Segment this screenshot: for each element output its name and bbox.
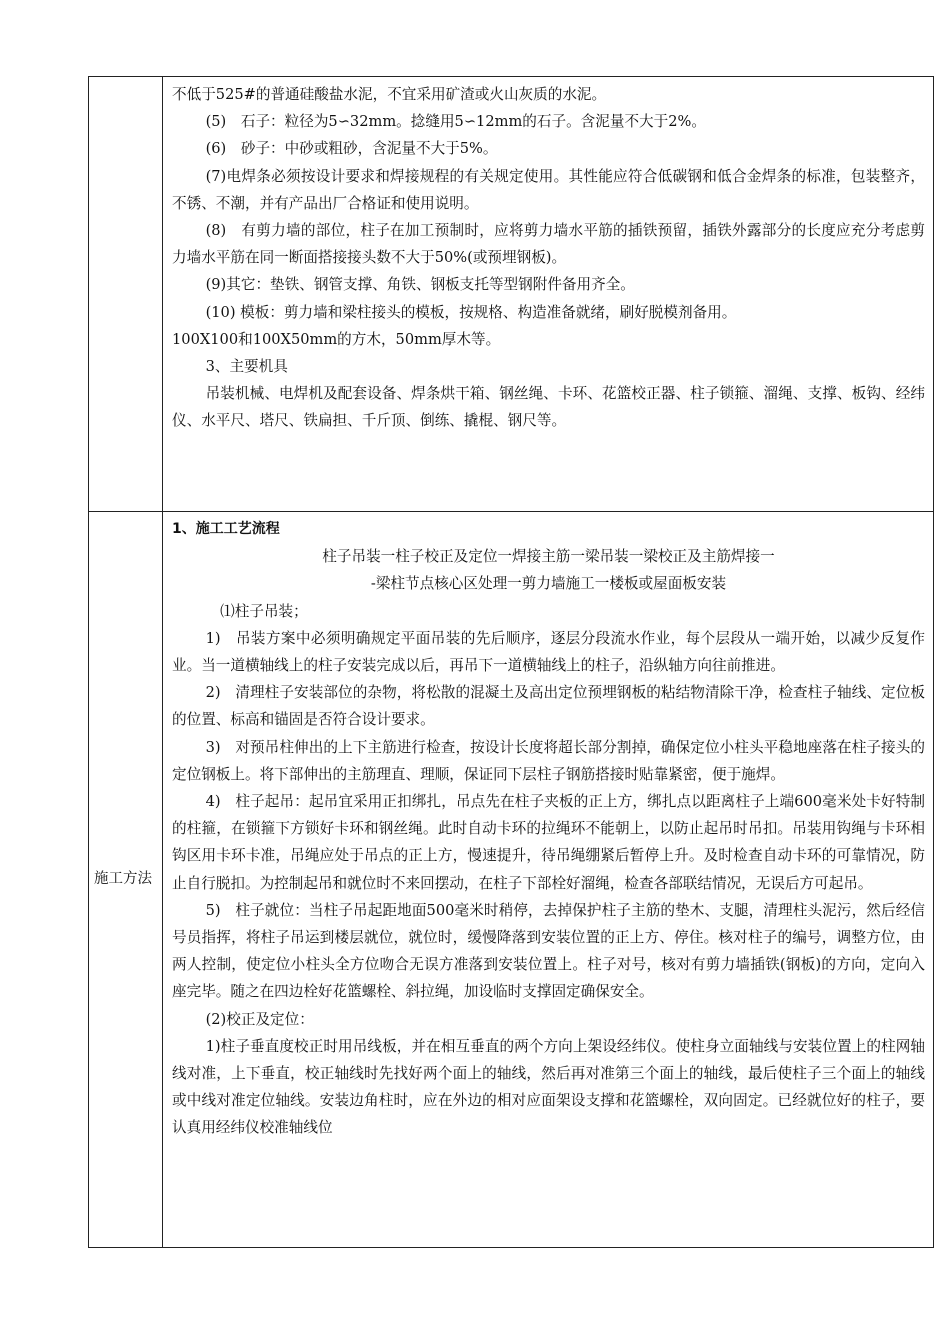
paragraph-3: 3) 对预吊柱伸出的上下主筋进行检查，按设计长度将超长部分割掉，确保定位小柱头平稳地座落在柱子接头的定位钢板上。将下部伸出的主筋理直、理顺，保证同下层柱子钢筋搭接时贴靠紧密，便于施焊。 — [172, 738, 925, 783]
method-cell — [163, 512, 934, 1248]
label-cell-empty — [89, 77, 163, 512]
machinery-heading: 3、主要机具 — [205, 358, 288, 376]
paragraph-4: 4) 柱子起吊：起吊宜采用正扣绑扎，吊点先在柱子夹板的正上方，绑扎点以距离柱子上端600毫米处卡好特制的柱箍，在锁箍下方锁好卡环和钢丝绳。此时自动卡环的拉绳环不能朝上，以防止起吊时吊扣。吊装用钩绳与卡环相钩区用卡环卡准，吊绳应处于吊点的正上方，慢速提升，待吊绳绷紧后暂停上升。及时检查自动卡环的可靠情况，防止自行脱扣。为控制起吊和就位时不来回摆动，在柱子下部栓好溜绳，检查各部联结情况，无误后方可起吊。 — [172, 793, 925, 892]
flow-line-2: -梁柱节点核心区处理一剪力墙施工一楼板或屋面板安装 — [370, 575, 727, 593]
item-6-sand: (6) 砂子：中砂或粗砂，含泥量不大于5%。 — [205, 140, 498, 158]
paragraph-6: 1)柱子垂直度校正时用吊线板，并在相互垂直的两个方向上架设经纬仪。使柱身立面轴线与安装位置上的柱网轴线对准，上下垂直，校正轴线时先找好两个面上的轴线，然后再对准第三个面上的轴线，最后使柱子三个面上的轴线或中线对准定位轴线。安装边角柱时，应在外边的相对应面架设支撑和花篮螺栓，双向固定。已经就位好的柱子，要认真用经纬仪校准轴线位 — [172, 1037, 925, 1137]
timber-line: 100X100和100X50mm的方木，50mm厚木等。 — [172, 330, 501, 348]
item-8-shear-wall: (8) 有剪力墙的部位，柱子在加工预制时，应将剪力墙水平筋的插铁预留，插铁外露部分的长度应充分考虑剪力墙水平筋在同一断面搭接接头数不大于50%(或预埋钢板)。 — [172, 222, 925, 267]
item-5-stone: (5) 石子：粒径为5∽32mm。捻缝用5∽12mm的石子。含泥量不大于2%。 — [205, 113, 706, 131]
column-hoisting-heading: ⑴柱子吊装； — [220, 602, 308, 620]
item-7-electrode: (7)电焊条必须按设计要求和焊接规程的有关规定使用。其性能应符合低碳钢和低合金焊条的标准，包装整齐，不锈、不潮，并有产品出厂合格证和使用说明。 — [172, 167, 925, 212]
paragraph-1: 1) 吊装方案中必须明确规定平面吊装的先后顺序，逐层分段流水作业，每个层段从一端开始，以减少反复作业。当一道横轴线上的柱子安装完成以后，再吊下一道横轴线上的柱子，沿纵轴方向往前推进。 — [172, 629, 925, 675]
method-label: 施工方法 — [94, 871, 152, 887]
cement-line: 不低于525#的普通硅酸盐水泥，不宜采用矿渣或火山灰质的水泥。 — [172, 86, 607, 103]
paragraph-5: 5) 柱子就位：当柱子吊起距地面500毫米时稍停，去掉保护柱子主筋的垫木、支腿，清理柱头泥污，然后经信号员指挥，将柱子吊运到楼层就位，就位时，缓慢降落到安装位置的正上方、停住。核对柱子的编号，调整方位，由两人控制，使定位小柱头全方位吻合无误方准落到安装位置上。柱子对号，核对有剪力墙插铁(钢板)的方向，定向入座完毕。随之在四边栓好花篮螺栓、斜拉绳，加设临时支撑固定确保安全。 — [172, 901, 925, 1001]
table-row-materials — [89, 77, 934, 512]
correction-heading: (2)校正及定位： — [205, 1010, 314, 1028]
item-9-other: (9)其它：垫铁、钢管支撑、角铁、钢板支托等型钢附件备用齐全。 — [205, 276, 635, 294]
flow-line-1: 柱子吊装一柱子校正及定位一焊接主筋一梁吊装一梁校正及主筋焊接一 — [322, 548, 775, 566]
paragraph-2: 2) 清理柱子安装部位的杂物，将松散的混凝土及高出定位预埋钢板的粘结物清除干净，检查柱子轴线、定位板的位置、标高和锚固是否符合设计要求。 — [172, 684, 925, 729]
materials-cell — [163, 77, 934, 512]
construction-table — [88, 76, 934, 1248]
machinery-list: 吊装机械、电焊机及配套设备、焊条烘干箱、钢丝绳、卡环、花篮校正器、柱子锁箍、溜绳、支撑、板钩、经纬仪、水平尺、塔尺、铁扁担、千斤顶、倒练、撬棍、钢尺等。 — [172, 385, 925, 430]
table-row-method — [89, 512, 934, 1248]
process-flow-heading: 1、施工工艺流程 — [172, 521, 280, 537]
label-cell-method — [89, 512, 163, 1248]
item-10-formwork: (10) 模板：剪力墙和梁柱接头的模板，按规格、构造准备就绪，刷好脱模剂备用。 — [205, 303, 737, 321]
